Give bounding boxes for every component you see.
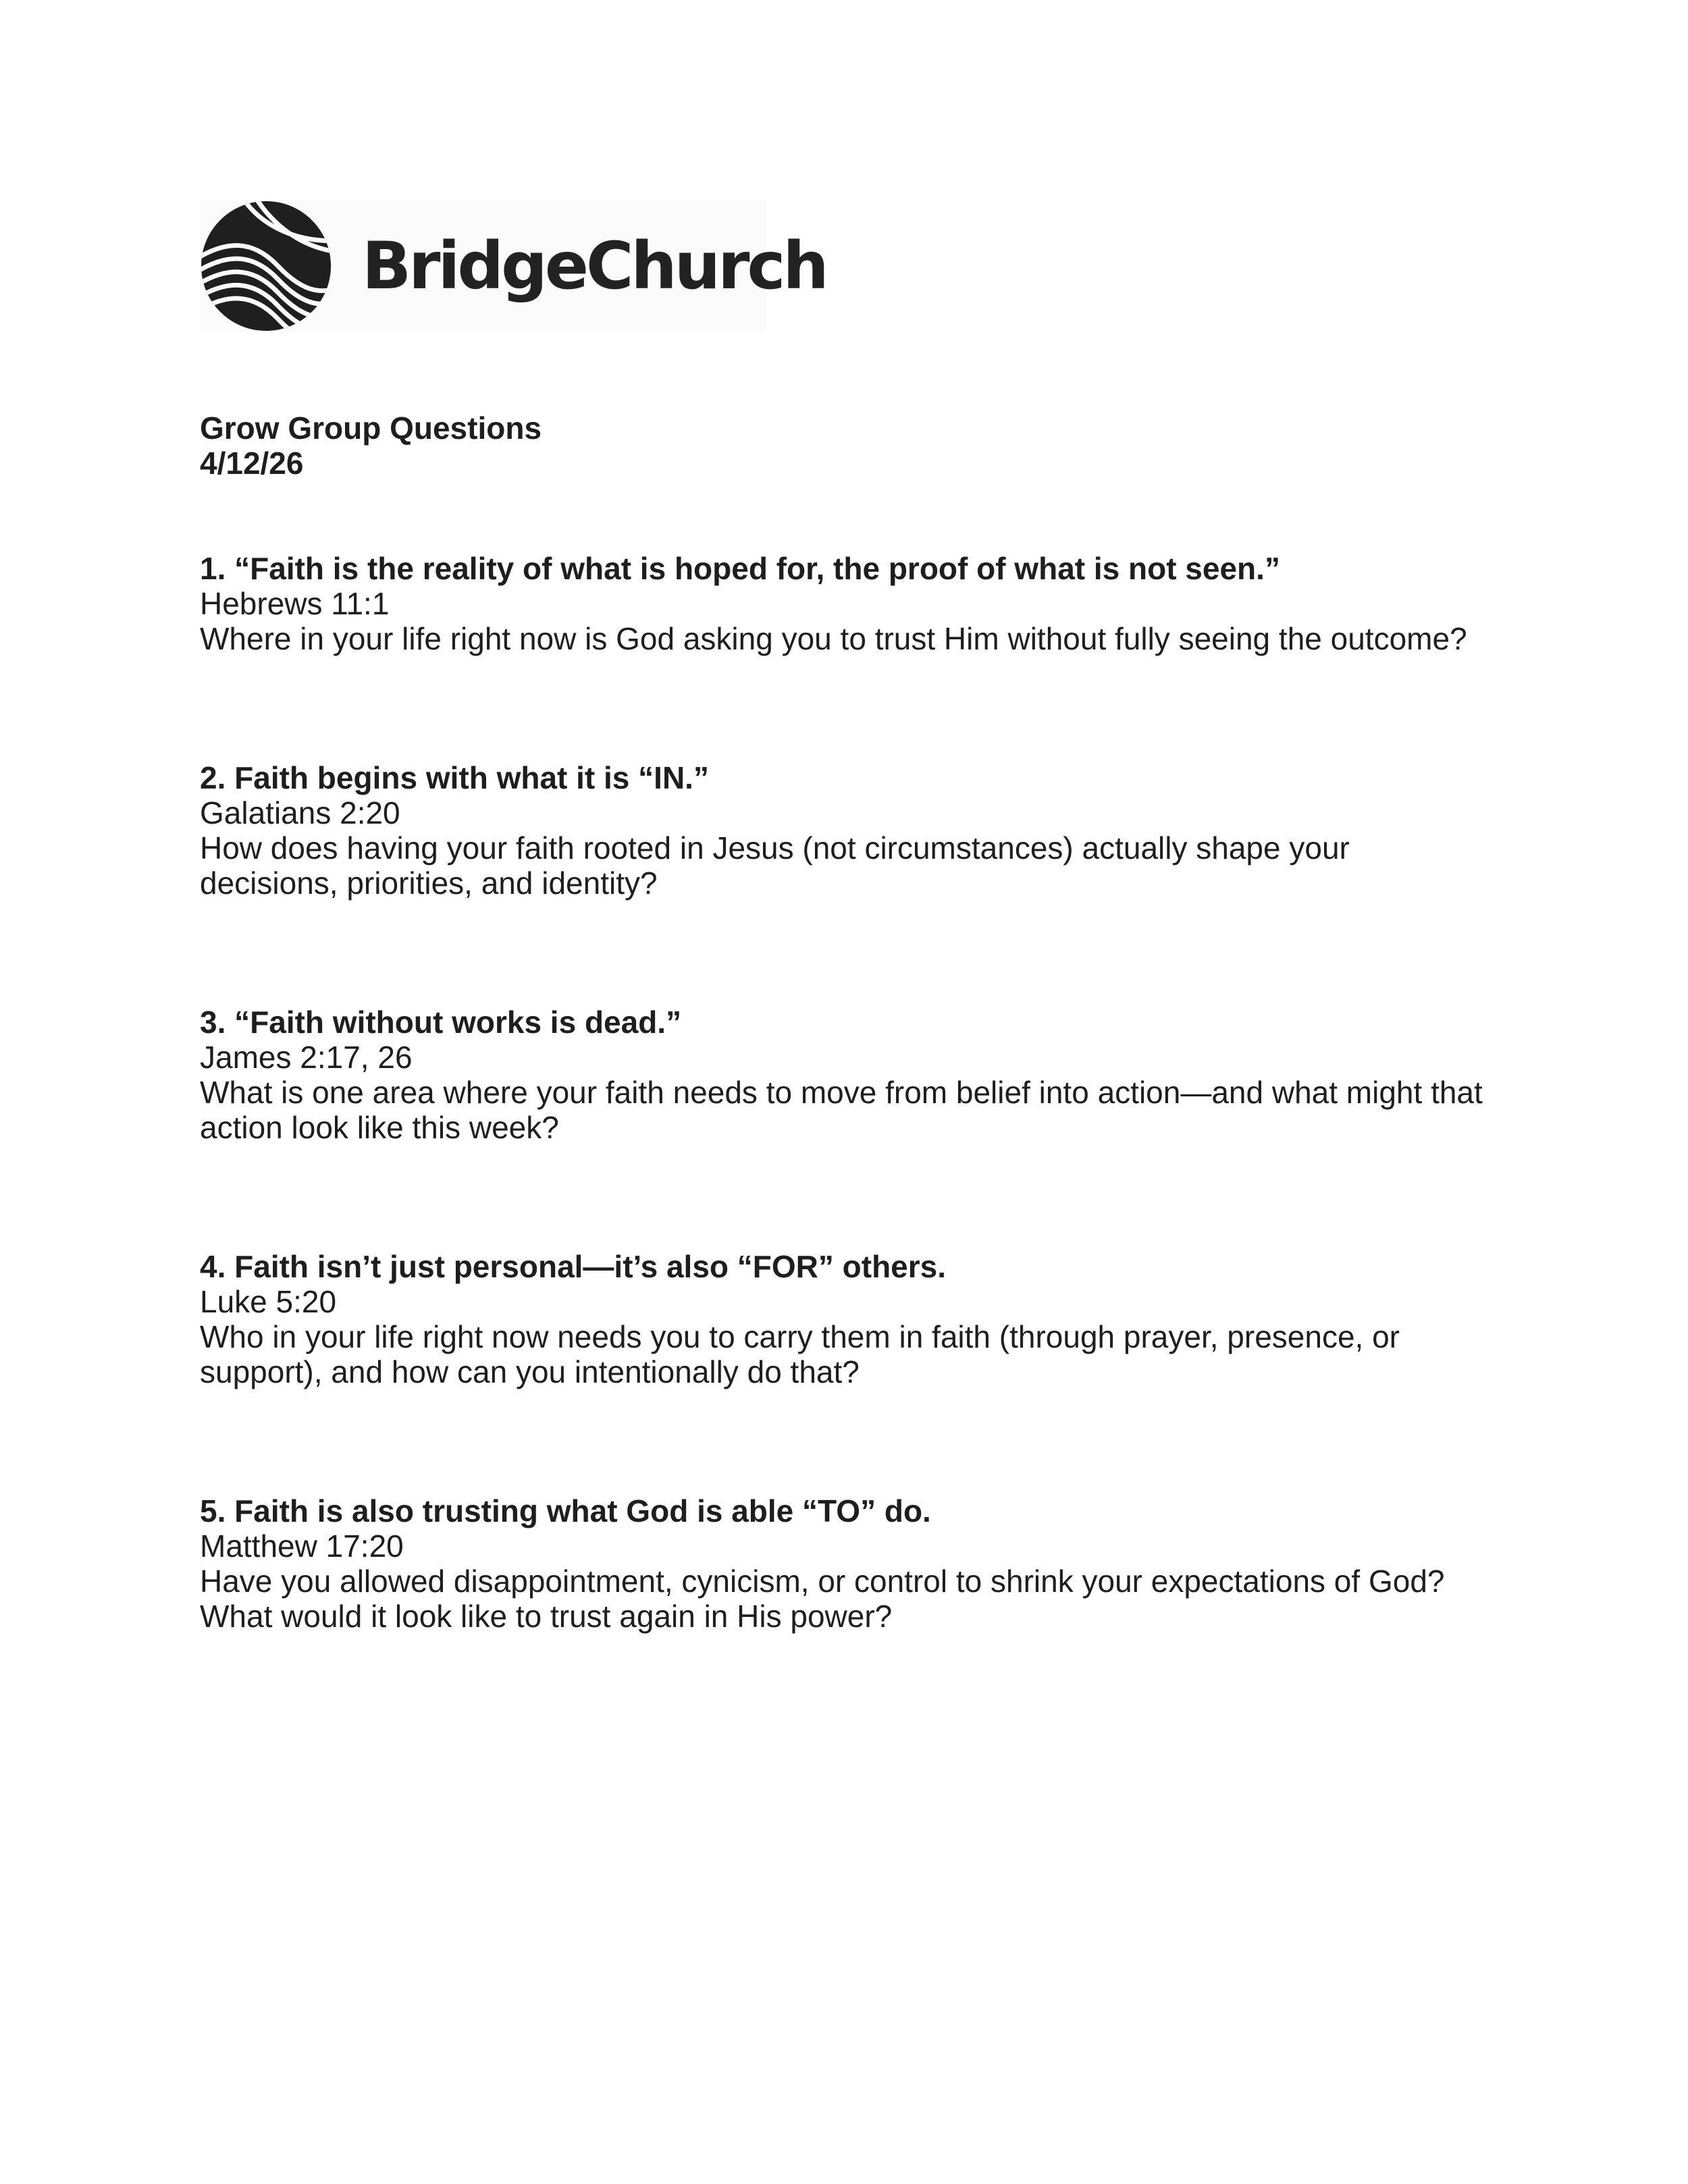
question-text: What is one area where your faith needs to move from belief into action—and what might that action look like this week?: [200, 1075, 1483, 1145]
question-item: [200, 551, 1483, 656]
page-heading: [200, 410, 542, 481]
question-text: How does having your faith rooted in Jesus (not circumstances) actually shape your decisions, priorities, and identity?: [200, 830, 1350, 901]
church-logo: [200, 200, 826, 332]
page-date: 4/12/26: [200, 446, 304, 481]
question-title: 5. Faith is also trusting what God is able “TO” do.: [200, 1493, 931, 1528]
scripture-reference: Hebrews 11:1: [200, 586, 390, 621]
bridgechurch-logo-icon: [200, 200, 332, 332]
page-title: Grow Group Questions: [200, 410, 542, 446]
scripture-reference: Galatians 2:20: [200, 795, 400, 830]
question-item: [200, 1249, 1483, 1389]
question-text: Where in your life right now is God asking you to trust Him without fully seeing the outcome?: [200, 621, 1467, 656]
question-title: 3. “Faith without works is dead.”: [200, 1005, 682, 1040]
logo-wordmark: BridgeChurch: [362, 228, 826, 304]
question-title: 2. Faith begins with what it is “IN.”: [200, 760, 709, 795]
scripture-reference: James 2:17, 26: [200, 1040, 413, 1075]
question-item: [200, 760, 1483, 901]
question-item: [200, 1493, 1483, 1634]
scripture-reference: Luke 5:20: [200, 1284, 337, 1319]
question-title: 4. Faith isn’t just personal—it’s also “FOR” others.: [200, 1249, 947, 1284]
question-item: [200, 1005, 1483, 1145]
scripture-reference: Matthew 17:20: [200, 1528, 404, 1564]
question-title: 1. “Faith is the reality of what is hoped for, the proof of what is not seen.”: [200, 551, 1280, 586]
question-text: Who in your life right now needs you to carry them in faith (through prayer, presence, or support), and how can you intentionally do that?: [200, 1319, 1400, 1389]
question-text: Have you allowed disappointment, cynicism, or control to shrink your expectations of God? What would it look like to trust again in His power?: [200, 1564, 1445, 1634]
